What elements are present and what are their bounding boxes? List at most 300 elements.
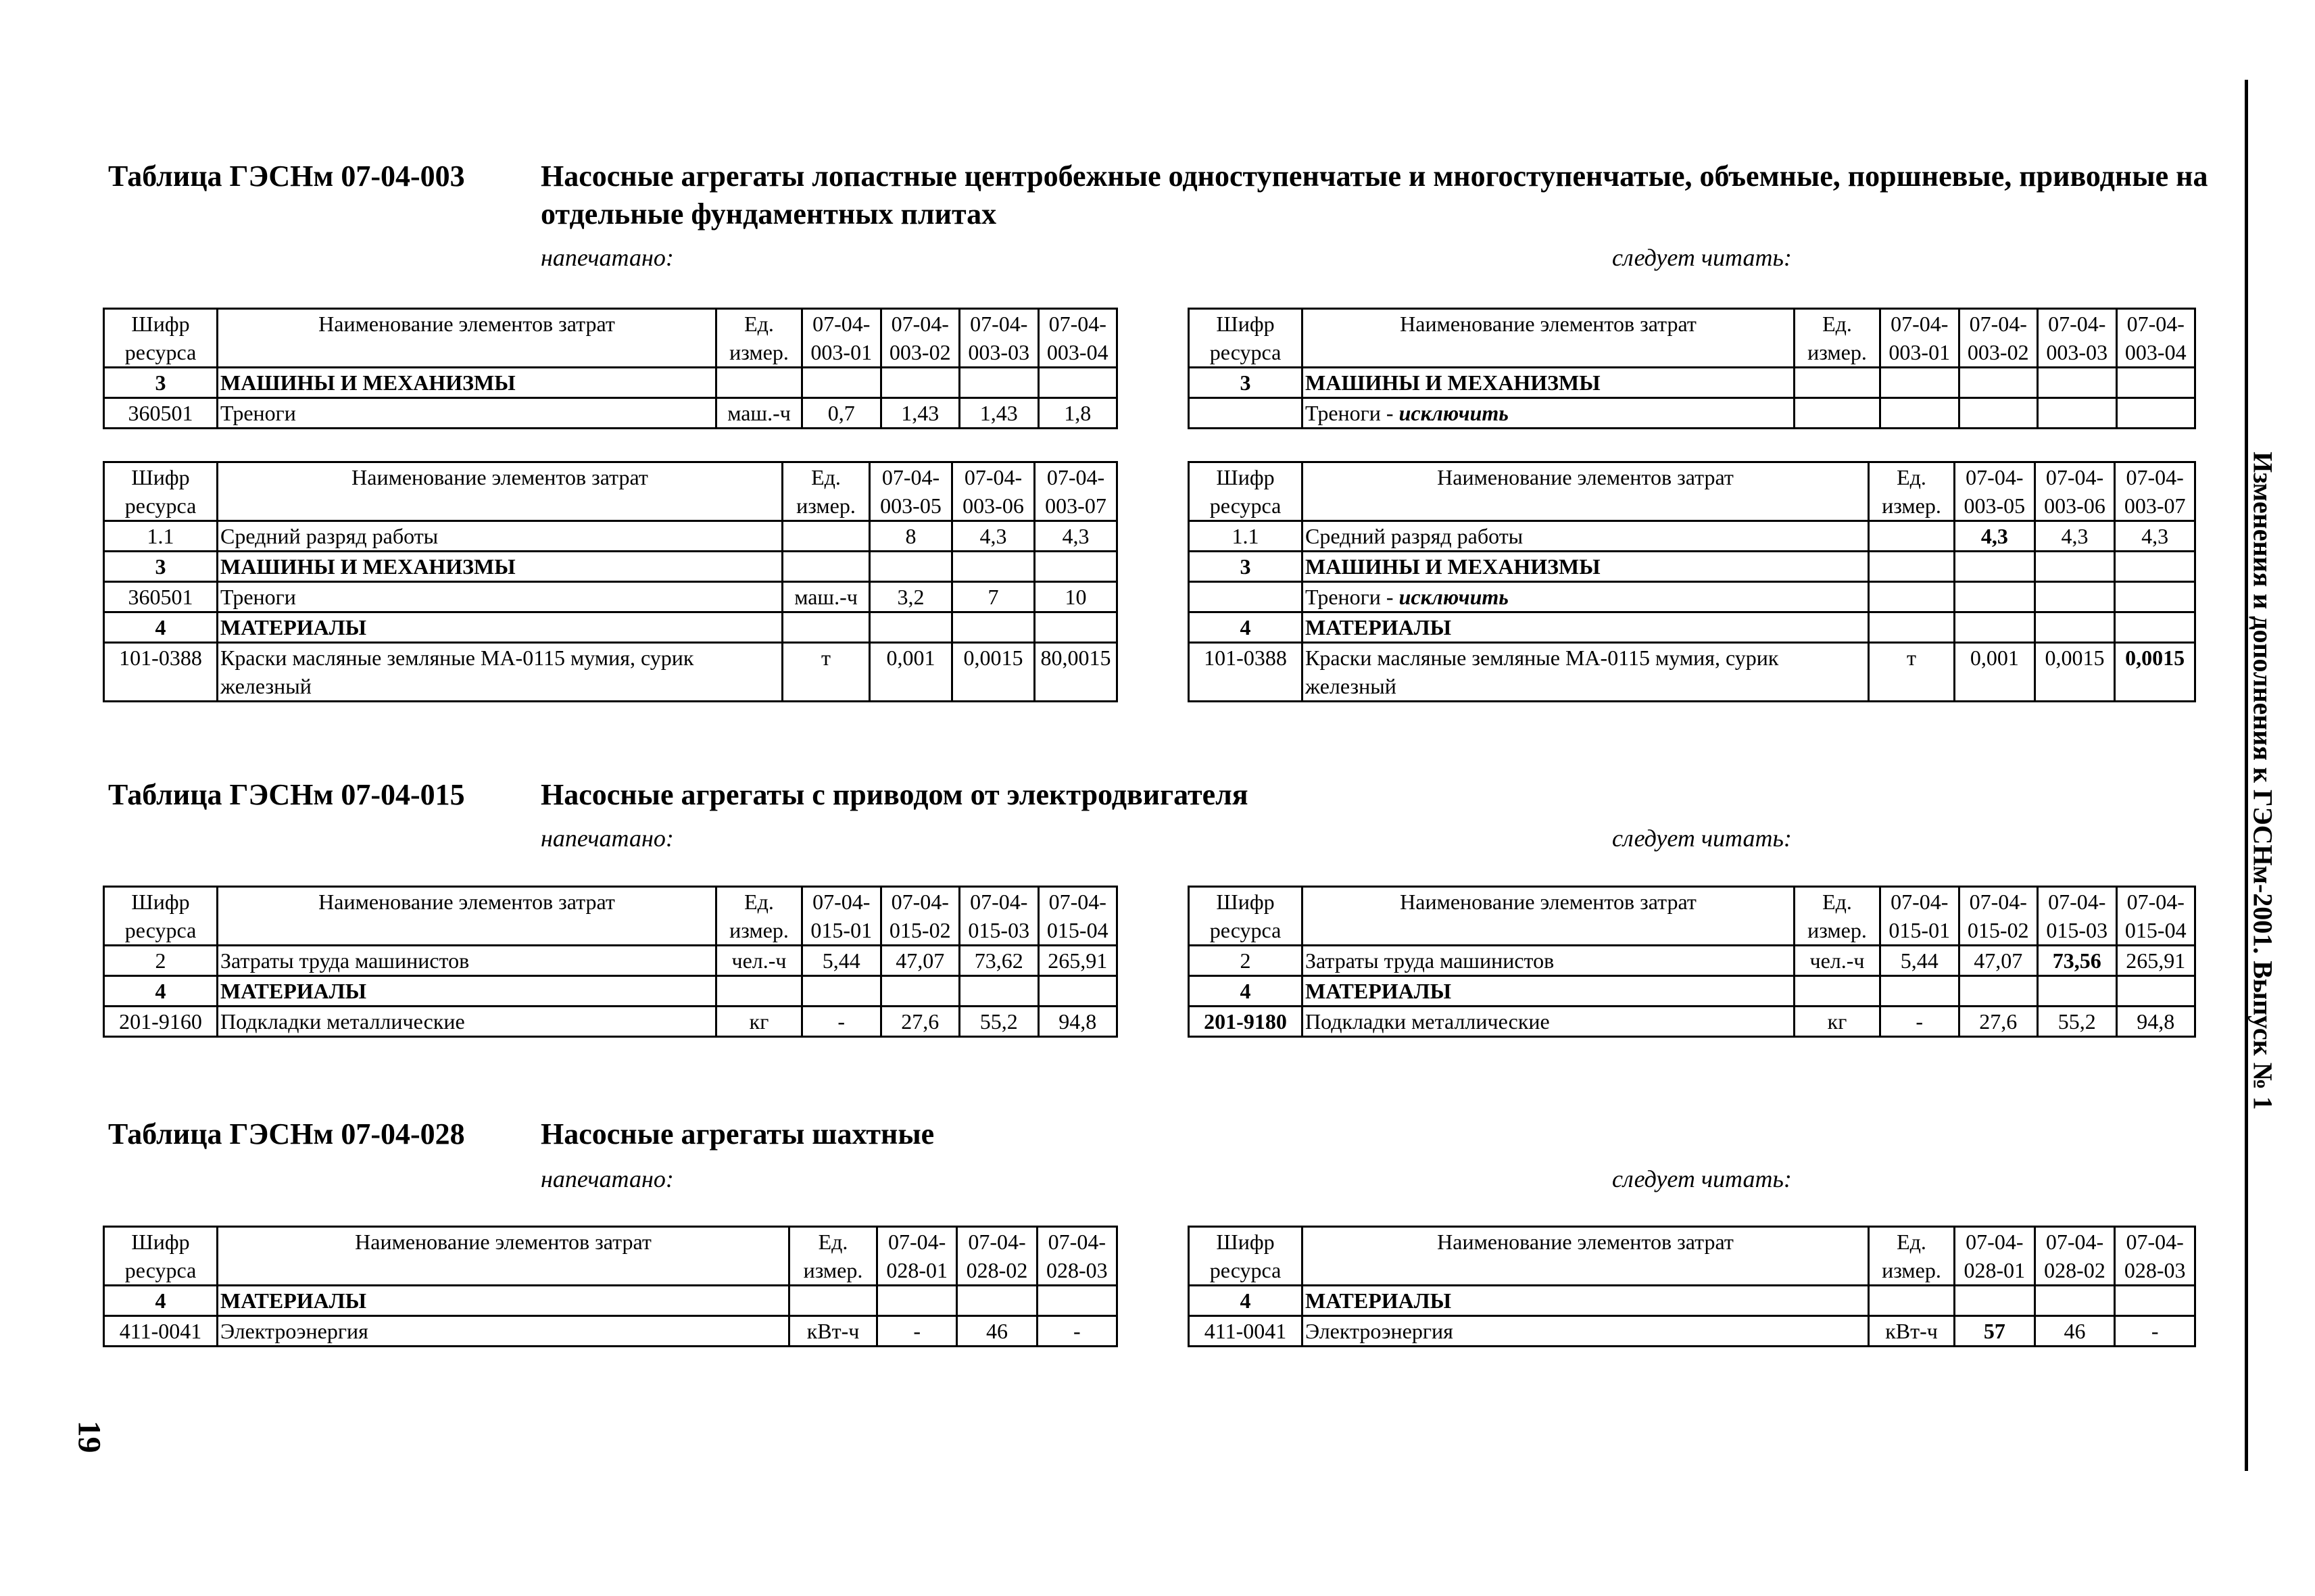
header-unit-line2: измер. <box>796 493 856 518</box>
cell-name-text: МАТЕРИАЛЫ <box>1305 615 1451 639</box>
cell-name-text: МАШИНЫ И МЕХАНИЗМЫ <box>220 554 516 579</box>
cell-name-text: Треноги - <box>1305 585 1399 609</box>
cell-value <box>1955 612 2035 643</box>
cell-name <box>1302 1007 1795 1037</box>
header-code-line2: ресурса <box>124 1258 197 1282</box>
cell-value <box>2115 552 2195 582</box>
header-norm-line1: 07-04- <box>1966 1230 2024 1254</box>
header-name: Наименование элементов затрат <box>218 887 716 946</box>
cell-value <box>2116 368 2195 398</box>
header-row <box>1189 887 2195 946</box>
cell-value <box>1038 368 1117 398</box>
cell-name <box>1302 643 1869 702</box>
cell-value <box>1037 1286 1117 1316</box>
table-07-04-028-correct <box>1188 1226 2196 1347</box>
cell-value: 8 <box>870 521 952 552</box>
cell-name-text: МАШИНЫ И МЕХАНИЗМЫ <box>1305 554 1601 579</box>
header-norm-2 <box>2034 462 2115 521</box>
cell-value: 73,62 <box>960 946 1039 976</box>
cell-unit <box>716 368 802 398</box>
cell-code: 4 <box>1189 1286 1302 1316</box>
header-code-line2: ресурса <box>1209 1258 1282 1282</box>
header-norm-line1: 07-04- <box>1048 890 1106 914</box>
cell-value: 94,8 <box>1038 1007 1117 1037</box>
cell-value <box>1880 398 1959 429</box>
cell-unit <box>716 976 802 1007</box>
cell-unit <box>1795 368 1880 398</box>
cell-value <box>802 976 881 1007</box>
header-norm-line2: 015-02 <box>1967 918 2029 942</box>
header-norm-line1: 07-04- <box>812 890 871 914</box>
header-code <box>1189 462 1302 521</box>
header-norm-line1: 07-04- <box>1046 465 1105 489</box>
header-norm-line1: 07-04- <box>968 1230 1026 1254</box>
header-row <box>104 887 1117 946</box>
table-row <box>1189 552 2195 582</box>
cell-name-text: МАТЕРИАЛЫ <box>220 979 366 1003</box>
cell-value: 27,6 <box>1959 1007 2038 1037</box>
header-norm-2 <box>952 462 1035 521</box>
header-name: Наименование элементов затрат <box>1302 462 1869 521</box>
cell-value <box>877 1286 957 1316</box>
table-row <box>1189 582 2195 612</box>
table-row <box>1189 946 2195 976</box>
cell-code <box>1189 582 1302 612</box>
cell-value: 27,6 <box>881 1007 960 1037</box>
header-norm-1 <box>802 309 881 368</box>
header-code-line2: ресурса <box>1209 340 1282 364</box>
cell-value <box>952 552 1035 582</box>
table-row <box>104 1007 1117 1037</box>
cell-code: 4 <box>104 976 218 1007</box>
cell-name-text: Затраты труда машинистов <box>1305 948 1555 973</box>
header-norm-line2: 028-01 <box>1964 1258 2026 1282</box>
header-norm-line2: 028-02 <box>2044 1258 2105 1282</box>
cell-name <box>218 368 716 398</box>
cell-unit: кг <box>1795 1007 1880 1037</box>
header-unit-line1: Ед. <box>1822 890 1852 914</box>
cell-value <box>2116 976 2195 1007</box>
header-unit <box>1795 887 1880 946</box>
header-code-line2: ресурса <box>124 493 197 518</box>
header-norm-line1: 07-04- <box>881 465 940 489</box>
header-norm-line1: 07-04- <box>2126 1230 2184 1254</box>
cell-value <box>1955 1286 2035 1316</box>
cell-name <box>1302 1316 1869 1347</box>
header-norm-line1: 07-04- <box>2126 890 2185 914</box>
table-07-04-003-printed-a <box>103 308 1118 429</box>
cell-name <box>218 612 783 643</box>
cell-value: 4,3 <box>2115 521 2195 552</box>
cell-code: 3 <box>104 368 218 398</box>
header-norm-line1: 07-04- <box>970 312 1028 336</box>
cell-unit <box>783 612 870 643</box>
header-norm-4 <box>1038 309 1117 368</box>
header-code <box>1189 1227 1302 1286</box>
cell-code: 201-9160 <box>104 1007 218 1037</box>
cell-value: 47,07 <box>1959 946 2038 976</box>
header-unit <box>789 1227 877 1286</box>
header-norm-line2: 015-01 <box>1888 918 1951 942</box>
cell-value <box>1880 368 1959 398</box>
header-code-line1: Шифр <box>1216 312 1275 336</box>
cell-value <box>1038 976 1117 1007</box>
cell-value <box>1035 552 1117 582</box>
header-code-line2: ресурса <box>124 340 197 364</box>
cell-name <box>218 643 783 702</box>
header-code <box>104 462 218 521</box>
cell-value <box>957 1286 1037 1316</box>
header-norm-line1: 07-04- <box>888 1230 946 1254</box>
section-1-name: Насосные агрегаты лопастные центробежные одноступенчатые и многоступенчатые, объемные, поршневые, приводные на отдельные фундаментных плитах <box>541 160 2208 231</box>
header-norm-line2: 015-01 <box>810 918 873 942</box>
cell-value <box>2038 368 2117 398</box>
header-code-line1: Шифр <box>131 890 190 914</box>
header-code-line2: ресурса <box>1209 918 1282 942</box>
cell-unit <box>789 1286 877 1316</box>
cell-value: 0,0015 <box>952 643 1035 702</box>
cell-name-text: Средний разряд работы <box>220 524 439 548</box>
header-code-line2: ресурса <box>1209 493 1282 518</box>
header-norm-line2: 015-04 <box>1046 918 1108 942</box>
cell-code: 4 <box>104 612 218 643</box>
header-norm-line1: 07-04- <box>1891 312 1949 336</box>
cell-unit: кВт-ч <box>1869 1316 1955 1347</box>
header-norm-3 <box>1037 1227 1117 1286</box>
header-row <box>1189 1227 2195 1286</box>
header-unit-line2: измер. <box>729 340 789 364</box>
header-unit <box>783 462 870 521</box>
header-code-line1: Шифр <box>1216 890 1275 914</box>
cell-code: 1.1 <box>1189 521 1302 552</box>
header-name: Наименование элементов затрат <box>218 309 716 368</box>
cell-unit <box>783 521 870 552</box>
header-row <box>104 309 1117 368</box>
header-norm-3 <box>2115 1227 2195 1286</box>
table-07-04-003-correct-a <box>1188 308 2196 429</box>
header-unit <box>1795 309 1880 368</box>
header-norm-4 <box>2116 309 2195 368</box>
page-number: 19 <box>71 1420 107 1453</box>
header-norm-line2: 003-07 <box>2124 493 2186 518</box>
cell-unit <box>783 552 870 582</box>
cell-value: - <box>1037 1316 1117 1347</box>
cell-code: 4 <box>1189 612 1302 643</box>
cell-value: 7 <box>952 582 1035 612</box>
section-3-code: Таблица ГЭСНм 07-04-028 <box>108 1117 465 1151</box>
cell-code: 3 <box>1189 552 1302 582</box>
cell-value: 0,7 <box>802 398 881 429</box>
header-row <box>104 462 1117 521</box>
cell-code: 2 <box>104 946 218 976</box>
header-norm-1 <box>1880 309 1959 368</box>
cell-value: 4,3 <box>1035 521 1117 552</box>
header-unit-line2: измер. <box>1882 493 1941 518</box>
header-norm-line1: 07-04- <box>2126 312 2185 336</box>
table-row <box>104 1286 1117 1316</box>
cell-value: 265,91 <box>1038 946 1117 976</box>
header-norm-1 <box>1880 887 1959 946</box>
cell-name-text: МАШИНЫ И МЕХАНИЗМЫ <box>220 370 516 395</box>
header-norm-line2: 028-03 <box>2124 1258 2186 1282</box>
cell-value <box>870 552 952 582</box>
header-norm-line1: 07-04- <box>964 465 1023 489</box>
header-norm-1 <box>877 1227 957 1286</box>
header-norm-line1: 07-04- <box>1048 312 1106 336</box>
section-2-should-read-label: следует читать: <box>1612 825 1792 852</box>
cell-value: 265,91 <box>2116 946 2195 976</box>
side-caption: Изменения и дополнения к ГЭСНм-2001. Выпуск № 1 <box>2247 452 2279 1110</box>
cell-value <box>2034 612 2115 643</box>
header-unit-line1: Ед. <box>744 890 774 914</box>
cell-value <box>1955 582 2035 612</box>
cell-value <box>952 612 1035 643</box>
table-row <box>104 552 1117 582</box>
section-2-printed-label: напечатано: <box>541 825 674 852</box>
header-norm-line2: 003-01 <box>810 340 873 364</box>
cell-value: 0,001 <box>1955 643 2035 702</box>
cell-value: 1,8 <box>1038 398 1117 429</box>
cell-value <box>960 368 1039 398</box>
header-row <box>104 1227 1117 1286</box>
header-norm-line2: 003-04 <box>2124 340 2187 364</box>
cell-value: 80,0015 <box>1035 643 1117 702</box>
header-unit-line1: Ед. <box>1897 465 1926 489</box>
table-row <box>104 946 1117 976</box>
header-unit-line1: Ед. <box>811 465 841 489</box>
header-norm-1 <box>1955 1227 2035 1286</box>
cell-name-text: Подкладки металлические <box>220 1009 465 1034</box>
cell-code: 3 <box>104 552 218 582</box>
cell-code: 2 <box>1189 946 1302 976</box>
cell-value <box>2038 976 2117 1007</box>
cell-value <box>802 368 881 398</box>
header-norm-line2: 003-06 <box>962 493 1024 518</box>
header-norm-3 <box>2038 887 2117 946</box>
cell-value: 46 <box>2034 1316 2115 1347</box>
cell-value: - <box>2115 1316 2195 1347</box>
cell-name-text: МАТЕРИАЛЫ <box>220 1288 366 1313</box>
cell-name <box>1302 552 1869 582</box>
header-norm-line1: 07-04- <box>1969 312 2027 336</box>
header-norm-2 <box>1959 887 2038 946</box>
cell-code: 360501 <box>104 398 218 429</box>
header-norm-line2: 003-02 <box>1967 340 2029 364</box>
cell-unit: чел.-ч <box>716 946 802 976</box>
cell-value <box>1959 976 2038 1007</box>
header-row <box>1189 309 2195 368</box>
cell-value: 4,3 <box>1955 521 2035 552</box>
cell-value <box>2034 552 2115 582</box>
header-norm-3 <box>2038 309 2117 368</box>
cell-name-text: Краски масляные земляные МА-0115 мумия, сурик железный <box>1305 646 1779 698</box>
header-norm-line1: 07-04- <box>2126 465 2184 489</box>
header-unit <box>1869 462 1955 521</box>
table-row <box>104 398 1117 429</box>
cell-value <box>881 976 960 1007</box>
cell-code: 3 <box>1189 368 1302 398</box>
header-norm-line1: 07-04- <box>891 312 949 336</box>
cell-name-text: Треноги <box>220 585 296 609</box>
cell-name <box>218 398 716 429</box>
cell-name-text: МАТЕРИАЛЫ <box>1305 979 1451 1003</box>
header-unit-line2: измер. <box>1882 1258 1941 1282</box>
table-07-04-015-printed <box>103 886 1118 1038</box>
cell-unit <box>1869 521 1955 552</box>
table-07-04-003-correct-b <box>1188 461 2196 702</box>
header-norm-line2: 028-03 <box>1046 1258 1108 1282</box>
table-row <box>104 612 1117 643</box>
cell-unit <box>1869 582 1955 612</box>
cell-name <box>1302 946 1795 976</box>
section-3-should-read-label: следует читать: <box>1612 1165 1792 1192</box>
cell-name <box>1302 398 1795 429</box>
header-norm-line1: 07-04- <box>970 890 1028 914</box>
header-unit-line2: измер. <box>803 1258 863 1282</box>
cell-value: 57 <box>1955 1316 2035 1347</box>
header-norm-line2: 003-01 <box>1888 340 1951 364</box>
header-norm-line2: 003-05 <box>1964 493 2026 518</box>
header-norm-2 <box>881 309 960 368</box>
header-unit-line1: Ед. <box>1822 312 1852 336</box>
cell-value: - <box>877 1316 957 1347</box>
header-code-line1: Шифр <box>1216 1230 1275 1254</box>
header-norm-line1: 07-04- <box>1966 465 2024 489</box>
header-unit-line1: Ед. <box>744 312 774 336</box>
cell-value <box>1035 612 1117 643</box>
header-name: Наименование элементов затрат <box>218 462 783 521</box>
cell-name-text: Электроэнергия <box>220 1319 368 1343</box>
cell-code <box>1189 398 1302 429</box>
header-norm-line1: 07-04- <box>812 312 871 336</box>
cell-name <box>1302 612 1869 643</box>
cell-value <box>2034 1286 2115 1316</box>
cell-name <box>218 946 716 976</box>
cell-value <box>2038 398 2117 429</box>
header-code-line1: Шифр <box>1216 465 1275 489</box>
header-norm-line1: 07-04- <box>1969 890 2027 914</box>
header-norm-3 <box>960 309 1039 368</box>
cell-value: 47,07 <box>881 946 960 976</box>
cell-unit <box>1795 976 1880 1007</box>
header-unit-line2: измер. <box>729 918 789 942</box>
header-norm-line1: 07-04- <box>2045 1230 2104 1254</box>
cell-value: - <box>802 1007 881 1037</box>
cell-name <box>1302 582 1869 612</box>
header-norm-4 <box>2116 887 2195 946</box>
cell-name-text: Треноги - <box>1305 401 1399 425</box>
header-code-line1: Шифр <box>131 465 190 489</box>
cell-value: 5,44 <box>802 946 881 976</box>
header-row <box>1189 462 2195 521</box>
cell-value: 1,43 <box>960 398 1039 429</box>
header-norm-line2: 015-03 <box>968 918 1030 942</box>
table-row <box>1189 643 2195 702</box>
cell-name <box>218 976 716 1007</box>
cell-code: 101-0388 <box>1189 643 1302 702</box>
cell-unit: чел.-ч <box>1795 946 1880 976</box>
cell-name <box>1302 521 1869 552</box>
cell-name-text: МАТЕРИАЛЫ <box>220 615 366 639</box>
cell-name-text: Затраты труда машинистов <box>220 948 470 973</box>
cell-name <box>218 552 783 582</box>
header-norm-3 <box>2115 462 2195 521</box>
cell-name-text: Подкладки металлические <box>1305 1009 1550 1034</box>
cell-value: 0,0015 <box>2115 643 2195 702</box>
cell-value <box>870 612 952 643</box>
cell-code: 101-0388 <box>104 643 218 702</box>
cell-value <box>1955 552 2035 582</box>
header-unit <box>1869 1227 1955 1286</box>
cell-value <box>2115 612 2195 643</box>
header-norm-2 <box>957 1227 1037 1286</box>
header-unit <box>716 887 802 946</box>
cell-name <box>1302 368 1795 398</box>
header-unit <box>716 309 802 368</box>
cell-unit: кг <box>716 1007 802 1037</box>
section-3-name: Насосные агрегаты шахтные <box>541 1117 935 1151</box>
header-norm-line2: 015-04 <box>2124 918 2187 942</box>
cell-code: 360501 <box>104 582 218 612</box>
header-norm-line2: 003-05 <box>880 493 942 518</box>
table-row <box>1189 521 2195 552</box>
cell-value <box>1959 398 2038 429</box>
cell-name-emphasis: исключить <box>1398 401 1509 425</box>
section-1-should-read-label: следует читать: <box>1612 244 1792 271</box>
cell-unit: маш.-ч <box>783 582 870 612</box>
table-row <box>1189 1316 2195 1347</box>
cell-value <box>2034 582 2115 612</box>
cell-value <box>2115 1286 2195 1316</box>
header-norm-line1: 07-04- <box>891 890 949 914</box>
section-1-printed-label: напечатано: <box>541 244 674 271</box>
header-norm-line2: 003-03 <box>2046 340 2108 364</box>
table-row <box>104 976 1117 1007</box>
table-row <box>1189 1007 2195 1037</box>
table-07-04-028-printed <box>103 1226 1118 1347</box>
cell-unit <box>1869 1286 1955 1316</box>
cell-unit: т <box>783 643 870 702</box>
cell-value: 3,2 <box>870 582 952 612</box>
cell-unit <box>1869 552 1955 582</box>
cell-name-text: Треноги <box>220 401 296 425</box>
cell-name <box>218 521 783 552</box>
header-code-line1: Шифр <box>131 312 190 336</box>
header-norm-line1: 07-04- <box>2048 312 2106 336</box>
cell-name <box>1302 976 1795 1007</box>
cell-name-text: Краски масляные земляные МА-0115 мумия, сурик железный <box>220 646 694 698</box>
table-row <box>1189 398 2195 429</box>
header-norm-line2: 003-06 <box>2044 493 2105 518</box>
header-norm-1 <box>1955 462 2035 521</box>
cell-name-text: МАТЕРИАЛЫ <box>1305 1288 1451 1313</box>
cell-name <box>1302 1286 1869 1316</box>
cell-name <box>218 582 783 612</box>
cell-value: 94,8 <box>2116 1007 2195 1037</box>
cell-unit: т <box>1869 643 1955 702</box>
cell-code: 1.1 <box>104 521 218 552</box>
cell-code: 411-0041 <box>1189 1316 1302 1347</box>
cell-value: 46 <box>957 1316 1037 1347</box>
header-name: Наименование элементов затрат <box>1302 887 1795 946</box>
cell-code: 201-9180 <box>1189 1007 1302 1037</box>
header-code-line2: ресурса <box>124 918 197 942</box>
cell-unit: маш.-ч <box>716 398 802 429</box>
cell-code: 4 <box>104 1286 218 1316</box>
cell-value <box>2115 582 2195 612</box>
cell-value: - <box>1880 1007 1959 1037</box>
cell-unit <box>1869 612 1955 643</box>
